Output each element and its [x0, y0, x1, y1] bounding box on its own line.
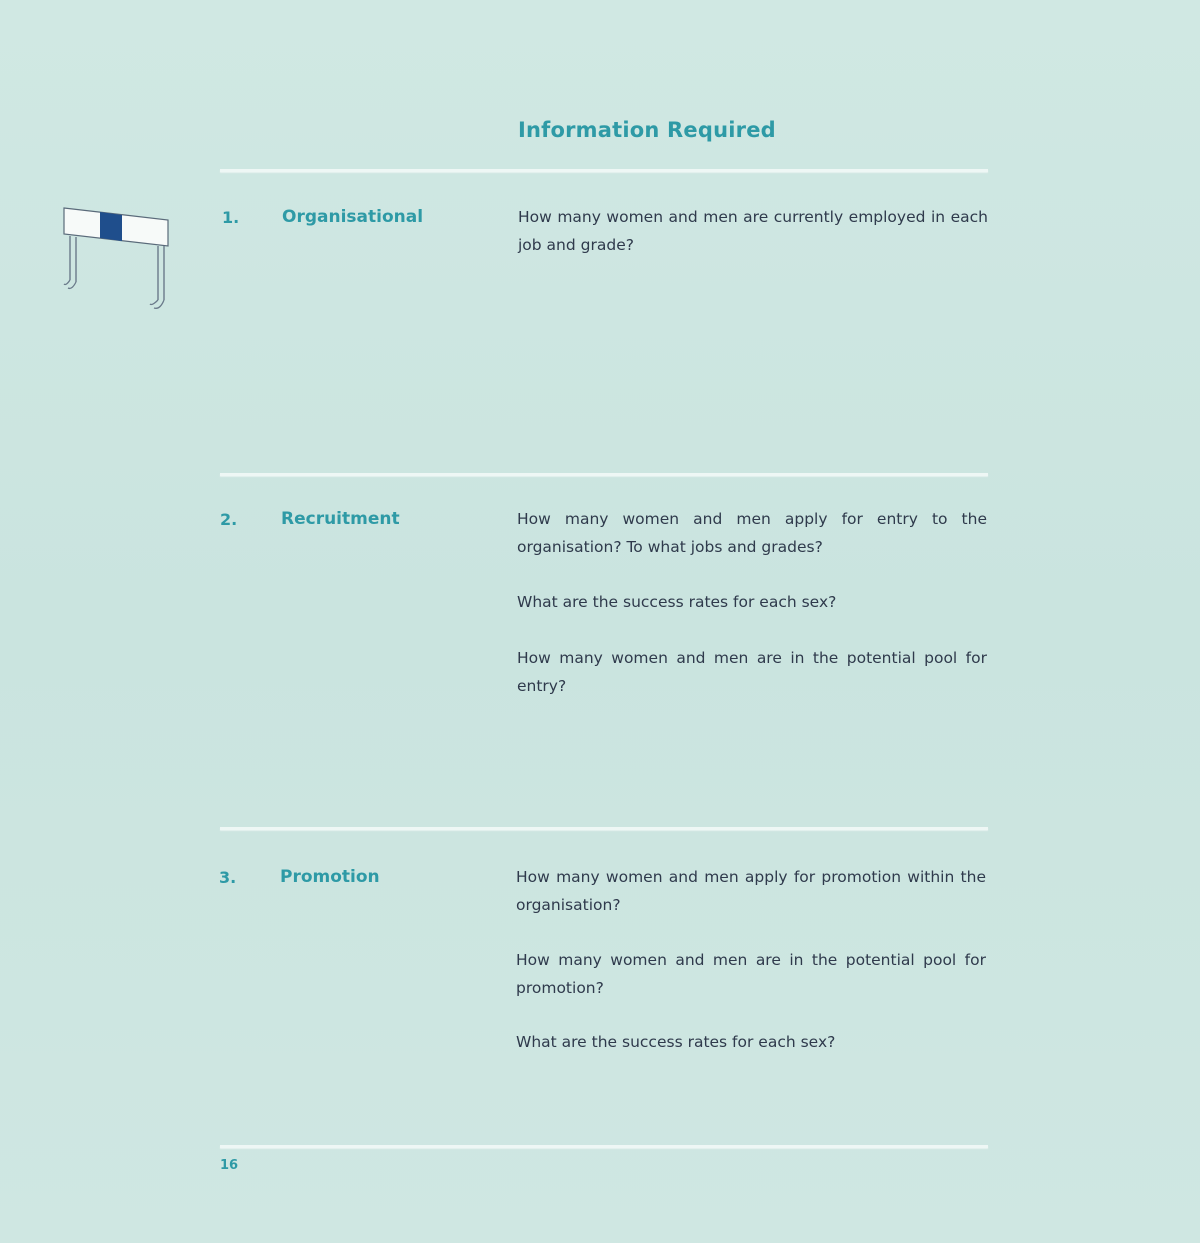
section-question: What are the success rates for each sex?	[517, 593, 837, 611]
section-heading-organisational: Organisational	[282, 207, 424, 227]
section-question: How many women and men are in the potential pool for entry?	[517, 649, 987, 695]
section-question: How many women and men apply for entry to the organisation? To what jobs and grades?	[517, 510, 987, 556]
section-question: How many women and men are in the potential pool for promotion?	[516, 951, 986, 997]
divider-bottom	[220, 1145, 988, 1148]
section-question: How many women and men apply for promotion within the organisation?	[516, 868, 986, 914]
divider-section-2	[220, 473, 988, 476]
section-heading-recruitment: Recruitment	[281, 509, 400, 529]
section-number: 2.	[220, 510, 238, 529]
section-number: 1.	[222, 208, 240, 227]
section-question: What are the success rates for each sex?	[516, 1033, 836, 1051]
section-number: 3.	[219, 868, 237, 887]
hurdle-icon	[56, 200, 176, 315]
divider-section-3	[220, 827, 988, 830]
page-title: Information Required	[518, 118, 776, 142]
page-number: 16	[220, 1158, 239, 1173]
section-heading-promotion: Promotion	[280, 867, 380, 887]
divider-top	[220, 169, 988, 172]
section-question: How many women and men are currently employed in each job and grade?	[518, 208, 988, 254]
